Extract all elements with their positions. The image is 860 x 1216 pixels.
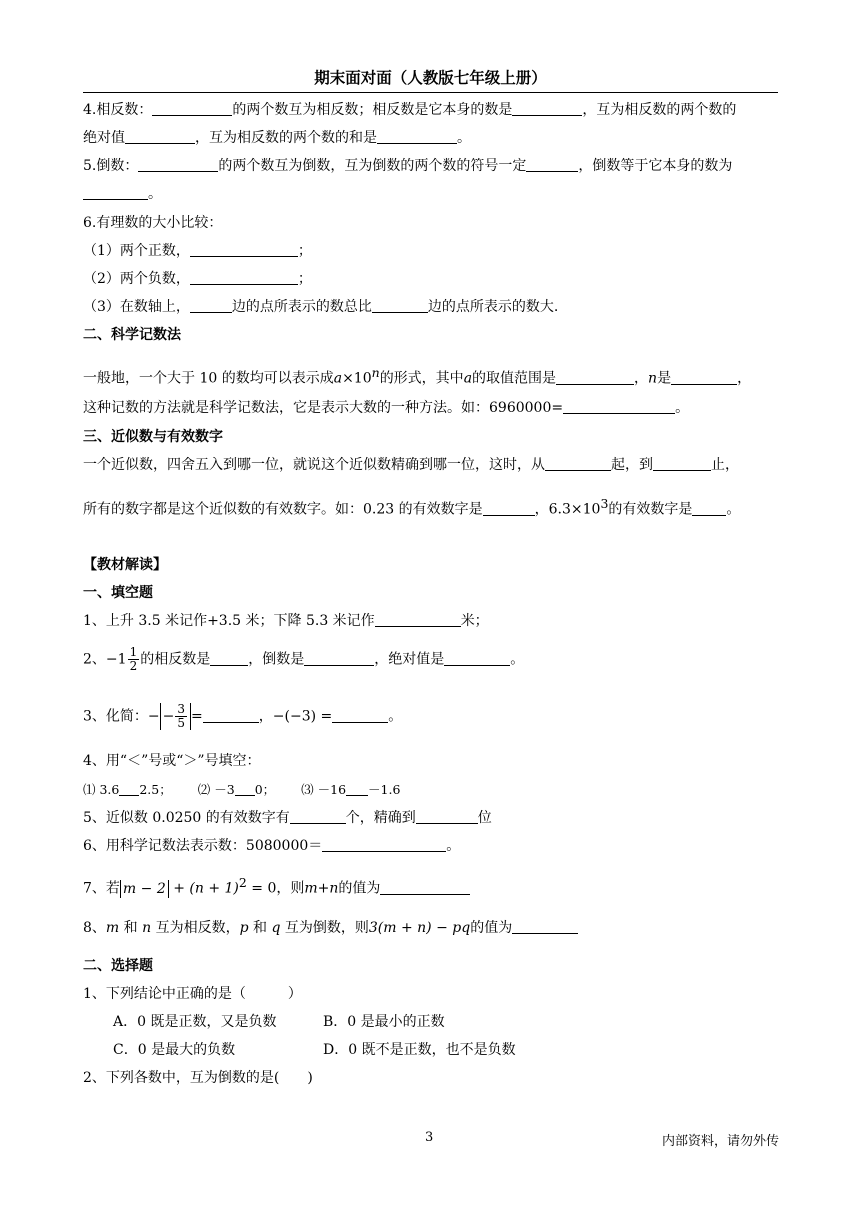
fill-heading: 一、填空题: [83, 585, 153, 601]
blank: [203, 708, 259, 723]
blank: [653, 456, 711, 471]
header-rule: [83, 92, 778, 93]
blank: [332, 708, 388, 723]
fraction: $\frac{3}{5}$: [177, 702, 186, 730]
review-item-6-2: （2）两个负数， ；: [83, 271, 312, 287]
blank: [304, 651, 374, 666]
blank: [380, 880, 470, 895]
review-item-6: 6.有理数的大小比较：: [83, 215, 223, 231]
blank: [563, 399, 675, 414]
blank: [377, 129, 457, 144]
review-item-5-line1: 5.倒数： 的两个数互为倒数，互为倒数的两个数的符号一定 ，倒数等于它本身的数为: [83, 158, 733, 174]
blank: [545, 456, 611, 471]
blank: [190, 242, 298, 257]
question-6: 6、用科学记数法表示数：5080000＝ 。: [83, 838, 461, 854]
blank: [372, 298, 428, 313]
choice-option-b: B．0 是最小的正数: [323, 1014, 445, 1030]
absolute-value: − $\frac{3}{5}$: [160, 703, 191, 730]
blank: [346, 781, 368, 796]
sci-line1: 一般地，一个大于 10 的数均可以表示成$a\times 10^n$的形式，其中a的取值范围是 ，n是 ，: [83, 365, 752, 387]
approx-line1: 一个近似数，四舍五入到哪一位，就说这个近似数精确到哪一位，这时，从 起，到 止，: [83, 457, 739, 473]
blank: [375, 612, 461, 627]
blank: [512, 101, 582, 116]
choice-question-2: 2、下列各数中，互为倒数的是( ): [83, 1070, 313, 1086]
choice-option-c: C．0 是最大的负数: [113, 1042, 236, 1058]
review-item-6-1: （1）两个正数， ；: [83, 243, 312, 259]
blank: [526, 157, 578, 172]
review-item-5-line2: 。: [83, 185, 162, 203]
question-1: 1、上升 3.5 米记作+3.5 米；下降 5.3 米记作 米；: [83, 613, 489, 629]
textbook-heading: 【教材解读】: [83, 557, 167, 573]
blank: [416, 809, 478, 824]
choice-option-d: D．0 既不是正数，也不是负数: [323, 1042, 516, 1058]
blank: [152, 101, 232, 116]
blank: [512, 919, 578, 934]
blank: [671, 370, 737, 385]
question-4-subitems: ⑴ 3.6 2.5； ⑵ －3 0； ⑶ －16 －1.6: [83, 782, 401, 797]
blank: [556, 370, 634, 385]
fraction: $\frac{1}{2}$: [129, 645, 138, 673]
approx-heading: 三、近似数与有效数字: [83, 429, 223, 445]
blank: [235, 781, 255, 796]
review-item-4-line2: 绝对值 ，互为相反数的两个数的和是 。: [83, 130, 471, 146]
page-number: 3: [425, 1130, 434, 1145]
question-8: 8、m 和 n 互为相反数，p 和 q 互为倒数，则3(m + n) − pq的值为: [83, 919, 578, 937]
review-item-6-3: （3）在数轴上， 边的点所表示的数总比 边的点所表示的数大.: [83, 299, 559, 315]
question-7: 7、若 $m - 2 + (n + 1)^2 = 0$，则m+n的值为: [83, 874, 470, 898]
blank: [190, 270, 298, 285]
blank: [190, 298, 232, 313]
blank: [210, 651, 248, 666]
blank: [125, 129, 195, 144]
blank: [483, 501, 535, 516]
absolute-value: m − 2: [120, 880, 169, 898]
question-5: 5、近似数 0.0250 的有效数字有 个，精确到 位: [83, 810, 492, 826]
footer-note: 内部资料，请勿外传: [662, 1134, 780, 1149]
choice-question-1: 1、下列结论中正确的是（ ）: [83, 986, 302, 1002]
blank: [444, 651, 510, 666]
sci-line2: 这种记数的方法就是科学记数法，它是表示大数的一种方法。如：6960000= 。: [83, 400, 690, 416]
blank: [692, 501, 726, 516]
sci-heading: 二、科学记数法: [83, 327, 181, 343]
blank: [119, 781, 139, 796]
choice-heading: 二、选择题: [83, 958, 153, 974]
choice-option-a: A．0 既是正数，又是负数: [113, 1014, 277, 1030]
blank: [322, 837, 446, 852]
blank: [83, 185, 148, 200]
review-item-4-line1: 4.相反数： 的两个数互为相反数；相反数是它本身的数是 ，互为相反数的两个数的: [83, 102, 737, 118]
page-header-title: 期末面对面（人教版七年级上册）: [314, 69, 547, 87]
blank: [138, 157, 218, 172]
question-3: 3、化简：− − $\frac{3}{5}$ = ，−(−3) = 。: [83, 702, 403, 730]
approx-line2: 所有的数字都是这个近似数的有效数字。如：0.23 的有效数字是 ，$6.3\times 10^3$的有效数字是 。: [83, 496, 741, 518]
blank: [290, 809, 346, 824]
question-2: 2、−1 $\frac{1}{2}$ 的相反数是 ，倒数是 ，绝对值是 。: [83, 645, 525, 673]
question-4: 4、用“＜”号或“＞”号填空：: [83, 753, 261, 769]
